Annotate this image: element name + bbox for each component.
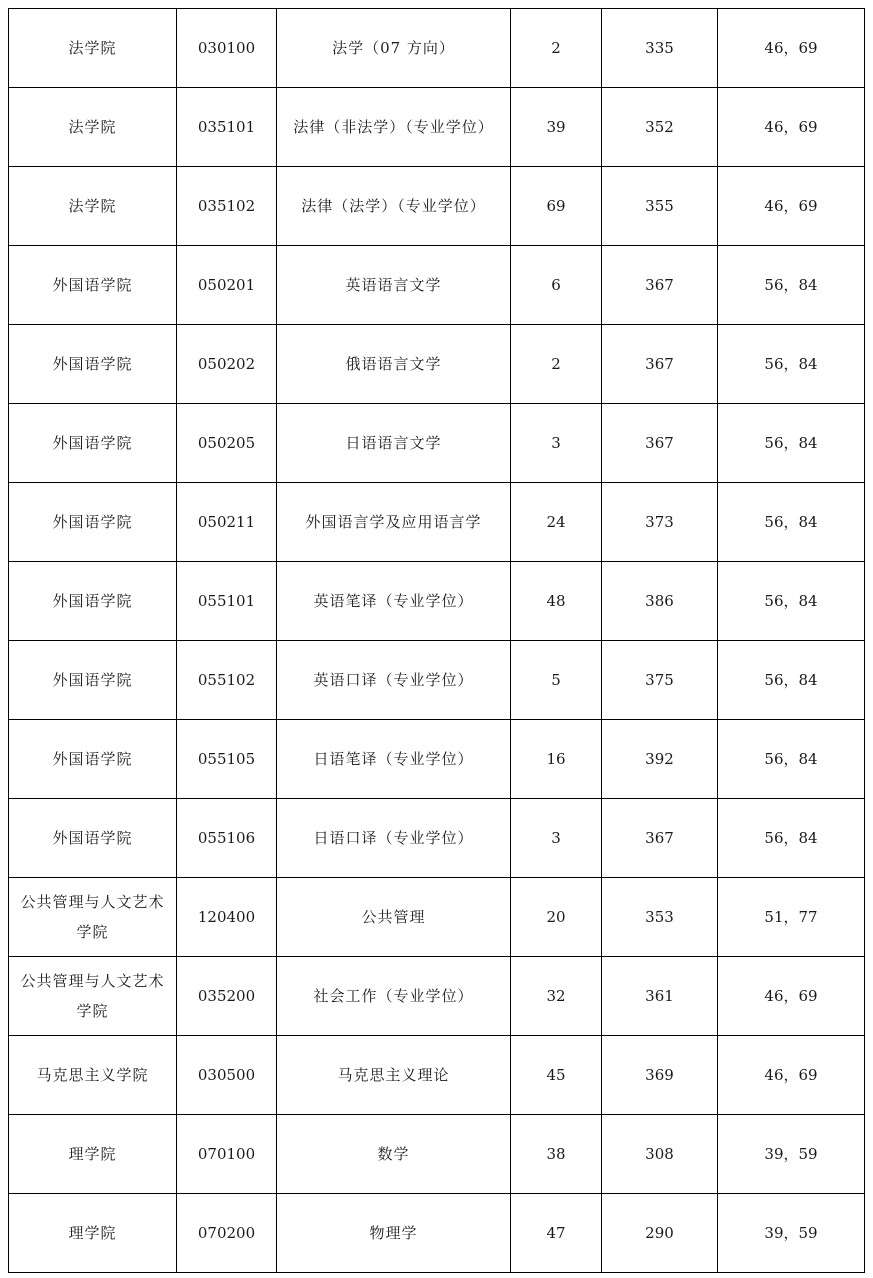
major-name-cell: 日语口译（专业学位） xyxy=(277,799,511,878)
major-code-cell: 035102 xyxy=(177,167,277,246)
total-score-cell: 367 xyxy=(602,246,718,325)
major-code-cell: 055101 xyxy=(177,562,277,641)
single-subject-score-cell: 51，77 xyxy=(718,878,865,957)
enrollment-count-cell: 32 xyxy=(511,957,602,1036)
enrollment-count-cell: 16 xyxy=(511,720,602,799)
total-score-cell: 367 xyxy=(602,404,718,483)
major-code-cell: 055105 xyxy=(177,720,277,799)
major-name-cell: 英语口译（专业学位） xyxy=(277,641,511,720)
enrollment-count-cell: 2 xyxy=(511,9,602,88)
single-subject-score-cell: 46，69 xyxy=(718,167,865,246)
total-score-cell: 367 xyxy=(602,325,718,404)
college-cell: 外国语学院 xyxy=(9,641,177,720)
total-score-cell: 353 xyxy=(602,878,718,957)
table-row xyxy=(9,641,865,720)
single-subject-score-cell: 56，84 xyxy=(718,799,865,878)
enrollment-count-cell: 24 xyxy=(511,483,602,562)
college-cell: 法学院 xyxy=(9,9,177,88)
major-code-cell: 050205 xyxy=(177,404,277,483)
total-score-cell: 352 xyxy=(602,88,718,167)
major-name-cell: 法律（法学）（专业学位） xyxy=(277,167,511,246)
table-row xyxy=(9,1194,865,1273)
table-row xyxy=(9,325,865,404)
major-name-cell: 物理学 xyxy=(277,1194,511,1273)
major-name-cell: 外国语言学及应用语言学 xyxy=(277,483,511,562)
enrollment-count-cell: 39 xyxy=(511,88,602,167)
total-score-cell: 308 xyxy=(602,1115,718,1194)
major-code-cell: 050211 xyxy=(177,483,277,562)
table-row xyxy=(9,799,865,878)
single-subject-score-cell: 56，84 xyxy=(718,404,865,483)
major-code-cell: 050201 xyxy=(177,246,277,325)
major-name-cell: 数学 xyxy=(277,1115,511,1194)
total-score-cell: 335 xyxy=(602,9,718,88)
enrollment-count-cell: 20 xyxy=(511,878,602,957)
college-cell: 法学院 xyxy=(9,88,177,167)
single-subject-score-cell: 56，84 xyxy=(718,483,865,562)
table-body xyxy=(9,9,865,1273)
single-subject-score-cell: 56，84 xyxy=(718,325,865,404)
table-row xyxy=(9,957,865,1036)
table-row xyxy=(9,483,865,562)
single-subject-score-cell: 56，84 xyxy=(718,641,865,720)
enrollment-count-cell: 45 xyxy=(511,1036,602,1115)
college-cell: 公共管理与人文艺术学院 xyxy=(9,957,177,1036)
enrollment-count-cell: 2 xyxy=(511,325,602,404)
major-name-cell: 英语笔译（专业学位） xyxy=(277,562,511,641)
major-code-cell: 030100 xyxy=(177,9,277,88)
major-code-cell: 070100 xyxy=(177,1115,277,1194)
total-score-cell: 373 xyxy=(602,483,718,562)
enrollment-count-cell: 69 xyxy=(511,167,602,246)
college-cell: 外国语学院 xyxy=(9,404,177,483)
enrollment-count-cell: 6 xyxy=(511,246,602,325)
major-code-cell: 070200 xyxy=(177,1194,277,1273)
single-subject-score-cell: 56，84 xyxy=(718,562,865,641)
enrollment-count-cell: 38 xyxy=(511,1115,602,1194)
total-score-cell: 386 xyxy=(602,562,718,641)
college-cell: 外国语学院 xyxy=(9,562,177,641)
total-score-cell: 369 xyxy=(602,1036,718,1115)
major-code-cell: 035200 xyxy=(177,957,277,1036)
total-score-cell: 375 xyxy=(602,641,718,720)
college-cell: 外国语学院 xyxy=(9,799,177,878)
table-row xyxy=(9,9,865,88)
table-row xyxy=(9,562,865,641)
college-cell: 公共管理与人文艺术学院 xyxy=(9,878,177,957)
major-code-cell: 120400 xyxy=(177,878,277,957)
college-cell: 法学院 xyxy=(9,167,177,246)
college-cell: 外国语学院 xyxy=(9,246,177,325)
major-name-cell: 俄语语言文学 xyxy=(277,325,511,404)
major-name-cell: 法律（非法学）（专业学位） xyxy=(277,88,511,167)
table-row xyxy=(9,404,865,483)
major-name-cell: 社会工作（专业学位） xyxy=(277,957,511,1036)
major-name-cell: 英语语言文学 xyxy=(277,246,511,325)
single-subject-score-cell: 46，69 xyxy=(718,9,865,88)
table-row xyxy=(9,878,865,957)
major-code-cell: 035101 xyxy=(177,88,277,167)
college-cell: 外国语学院 xyxy=(9,720,177,799)
enrollment-count-cell: 47 xyxy=(511,1194,602,1273)
enrollment-count-cell: 3 xyxy=(511,404,602,483)
total-score-cell: 290 xyxy=(602,1194,718,1273)
major-name-cell: 马克思主义理论 xyxy=(277,1036,511,1115)
table-row xyxy=(9,1036,865,1115)
admission-score-table xyxy=(8,8,865,1273)
major-code-cell: 055106 xyxy=(177,799,277,878)
table-row xyxy=(9,720,865,799)
college-cell: 外国语学院 xyxy=(9,325,177,404)
college-cell: 理学院 xyxy=(9,1115,177,1194)
table-row xyxy=(9,246,865,325)
total-score-cell: 361 xyxy=(602,957,718,1036)
major-code-cell: 050202 xyxy=(177,325,277,404)
major-name-cell: 日语笔译（专业学位） xyxy=(277,720,511,799)
enrollment-count-cell: 48 xyxy=(511,562,602,641)
major-code-cell: 030500 xyxy=(177,1036,277,1115)
total-score-cell: 355 xyxy=(602,167,718,246)
single-subject-score-cell: 46，69 xyxy=(718,957,865,1036)
single-subject-score-cell: 56，84 xyxy=(718,246,865,325)
enrollment-count-cell: 3 xyxy=(511,799,602,878)
major-code-cell: 055102 xyxy=(177,641,277,720)
single-subject-score-cell: 56，84 xyxy=(718,720,865,799)
college-cell: 理学院 xyxy=(9,1194,177,1273)
major-name-cell: 日语语言文学 xyxy=(277,404,511,483)
table-row xyxy=(9,167,865,246)
single-subject-score-cell: 39，59 xyxy=(718,1194,865,1273)
major-name-cell: 公共管理 xyxy=(277,878,511,957)
table-row xyxy=(9,1115,865,1194)
single-subject-score-cell: 46，69 xyxy=(718,1036,865,1115)
college-cell: 外国语学院 xyxy=(9,483,177,562)
college-cell: 马克思主义学院 xyxy=(9,1036,177,1115)
table-row xyxy=(9,88,865,167)
major-name-cell: 法学（07 方向） xyxy=(277,9,511,88)
enrollment-count-cell: 5 xyxy=(511,641,602,720)
single-subject-score-cell: 46，69 xyxy=(718,88,865,167)
total-score-cell: 392 xyxy=(602,720,718,799)
total-score-cell: 367 xyxy=(602,799,718,878)
single-subject-score-cell: 39，59 xyxy=(718,1115,865,1194)
